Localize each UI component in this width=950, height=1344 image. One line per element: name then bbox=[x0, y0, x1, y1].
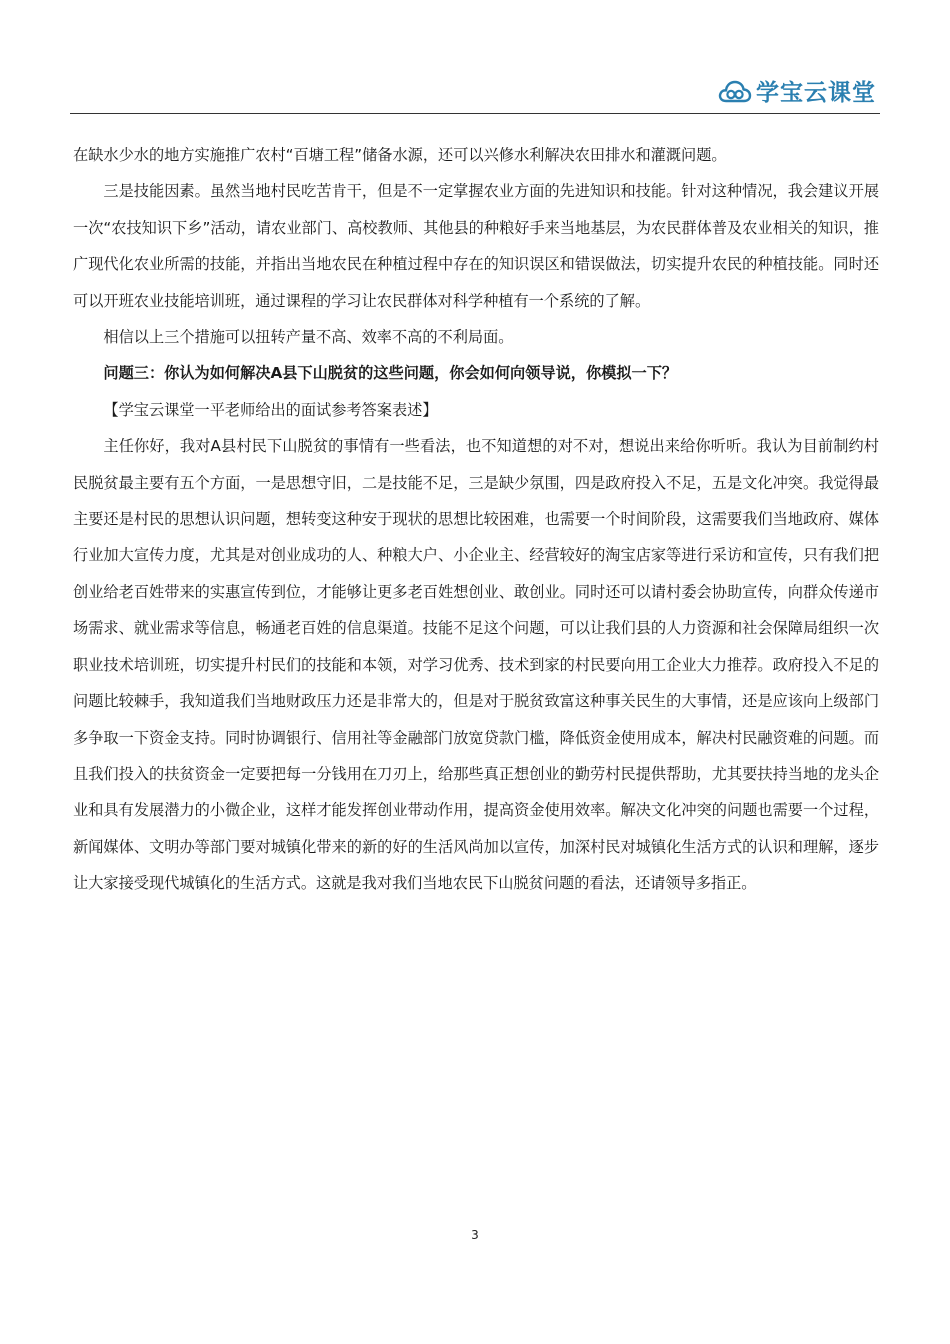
paragraph-continuation: 在缺水少水的地方实施推广农村“百塘工程”储备水源，还可以兴修水利解决农田排水和灌溉问题。 bbox=[73, 146, 727, 164]
document-body bbox=[73, 137, 879, 902]
page-header bbox=[70, 58, 880, 114]
page-number: 3 bbox=[471, 1228, 479, 1242]
brand-logo bbox=[718, 74, 876, 107]
brand-name: 学宝云课堂 bbox=[756, 80, 876, 106]
answer-source-label: 【学宝云课堂一平老师给出的面试参考答案表述】 bbox=[103, 400, 438, 419]
question-heading: 问题三：你认为如何解决A县下山脱贫的这些问题，你会如何向领导说，你模拟一下？ bbox=[103, 364, 678, 383]
paragraph-answer: 主任你好，我对A县村民下山脱贫的事情有一些看法，也不知道想的对不对，想说出来给你听听。我认为目前制约村民脱贫最主要有五个方面，一是思想守旧，二是技能不足，三是缺少氛围，四是政府投入不足，五是文化冲突。我觉得最主要还是村民的思想认识问题，想转变这种安于现状的思想比较困难，也需要一个时间阶段，这需要我们当地政府、媒体行业加大宣传力度，尤其是对创业成功的人、种粮大户、小企业主、经营较好的淘宝店家等进行采访和宣传，只有我们把创业给老百姓带来的实惠宣传到位，才能够让更多老百姓想创业、敢创业。同时还可以请村委会协助宣传，向群众传递市场需求、就业需求等信息，畅通老百姓的信息渠道。技能不足这个问题，可以让我们县的人力资源和社会保障局组织一次职业技术培训班，切实提升村民们的技能和本领，对学习优秀、技术到家的村民要向用工企业大力推荐。政府投入不足的问题比较棘手，我知道我们当地财政压力还是非常大的，但是对于脱贫致富这种事关民生的大事情，还是应该向上级部门多争取一下资金支持。同时协调银行、信用社等金融部门放宽贷款门槛，降低资金使用成本，解决村民融资难的问题。而且我们投入的扶贫资金一定要把每一分钱用在刀刃上，给那些真正想创业的勤劳村民提供帮助，尤其要扶持当地的龙头企业和具有发展潜力的小微企业，这样才能发挥创业带动作用，提高资金使用效率。解决文化冲突的问题也需要一个过程，新闻媒体、文明办等部门要对城镇化带来的新的好的生活风尚加以宣传，加深村民对城镇化生活方式的认识和理解，逐步让大家接受现代城镇化的生活方式。这就是我对我们当地农民下山脱贫问题的看法，还请领导多指正。 bbox=[73, 437, 879, 893]
paragraph-conclusion: 相信以上三个措施可以扭转产量不高、效率不高的不利局面。 bbox=[103, 328, 514, 347]
header-divider bbox=[70, 113, 880, 114]
cloud-logo-icon bbox=[718, 77, 752, 105]
paragraph-skill-factor: 三是技能因素。虽然当地村民吃苦肯干，但是不一定掌握农业方面的先进知识和技能。针对这种情况，我会建议开展一次“农技知识下乡”活动，请农业部门、高校教师、其他县的种粮好手来当地基层，为农民群体普及农业相关的知识，推广现代化农业所需的技能，并指出当地农民在种植过程中存在的知识误区和错误做法，切实提升农民的种植技能。同时还可以开班农业技能培训班，通过课程的学习让农民群体对科学种植有一个系统的了解。 bbox=[73, 182, 879, 310]
